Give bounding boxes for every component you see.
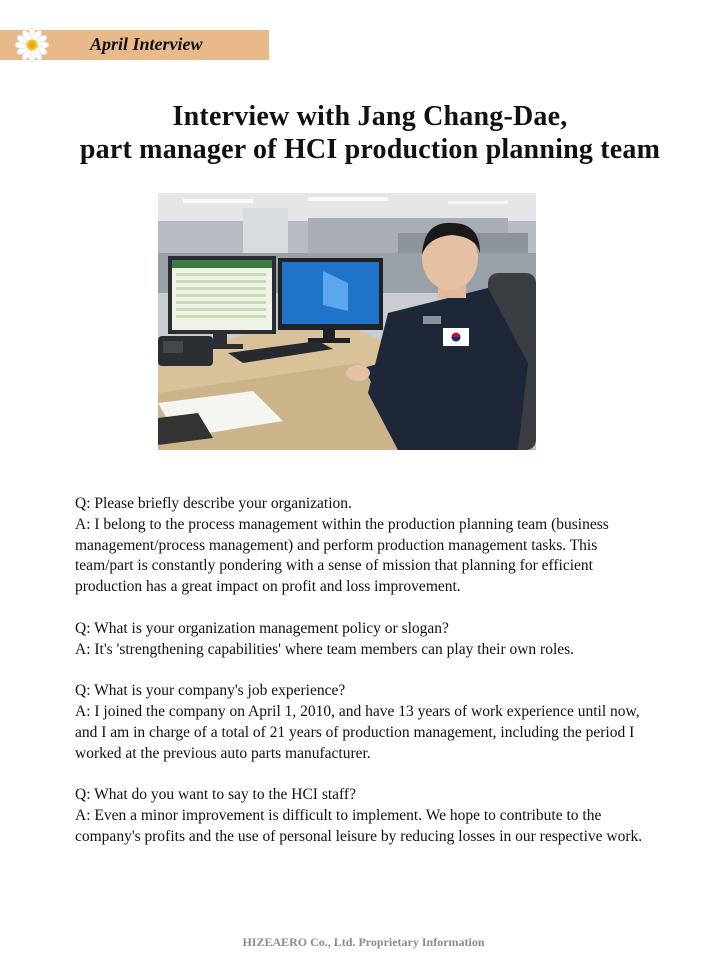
qa-item — [75, 681, 655, 764]
footer-notice: HIZEAERO Co., Ltd. Proprietary Information — [242, 935, 485, 949]
title-line-1: Interview with Jang Chang-Dae, — [172, 101, 568, 132]
question: Q: Please briefly describe your organization. — [75, 495, 352, 512]
qa-item — [75, 619, 655, 661]
qa-section — [75, 494, 655, 868]
answer: A: Even a minor improvement is difficult to implement. We hope to contribute to the company's profits and the use of personal leisure by reducing losses in our respective work. — [75, 806, 643, 845]
qa-item — [75, 785, 655, 847]
title-line-2: part manager of HCI production planning team — [79, 134, 661, 165]
question: Q: What is your organization management policy or slogan? — [75, 619, 449, 637]
answer: A: I joined the company on April 1, 2010, and have 13 years of work experience until now, and I am in charge of a total of 21 years of production management, including the period I worked at the previous auto parts manufacturer. — [75, 702, 640, 762]
page-title — [0, 100, 720, 166]
question: Q: What do you want to say to the HCI staff? — [75, 786, 356, 804]
section-banner — [0, 30, 269, 60]
banner-label: April Interview — [90, 34, 203, 54]
answer: A: It's 'strengthening capabilities' where team members can play their own roles. — [75, 640, 575, 658]
question: Q: What is your company's job experience? — [75, 682, 346, 700]
answer: A: I belong to the process management within the production planning team (business management/process management) and perform production management tasks. This team/part is constantly pondering with a sense of mission that planning for efficient production has a great impact on profit and loss improvement. — [75, 515, 609, 596]
interview-photo — [158, 193, 536, 450]
daisy-icon — [14, 27, 50, 63]
flag-icon — [443, 328, 469, 346]
qa-item — [75, 494, 655, 598]
